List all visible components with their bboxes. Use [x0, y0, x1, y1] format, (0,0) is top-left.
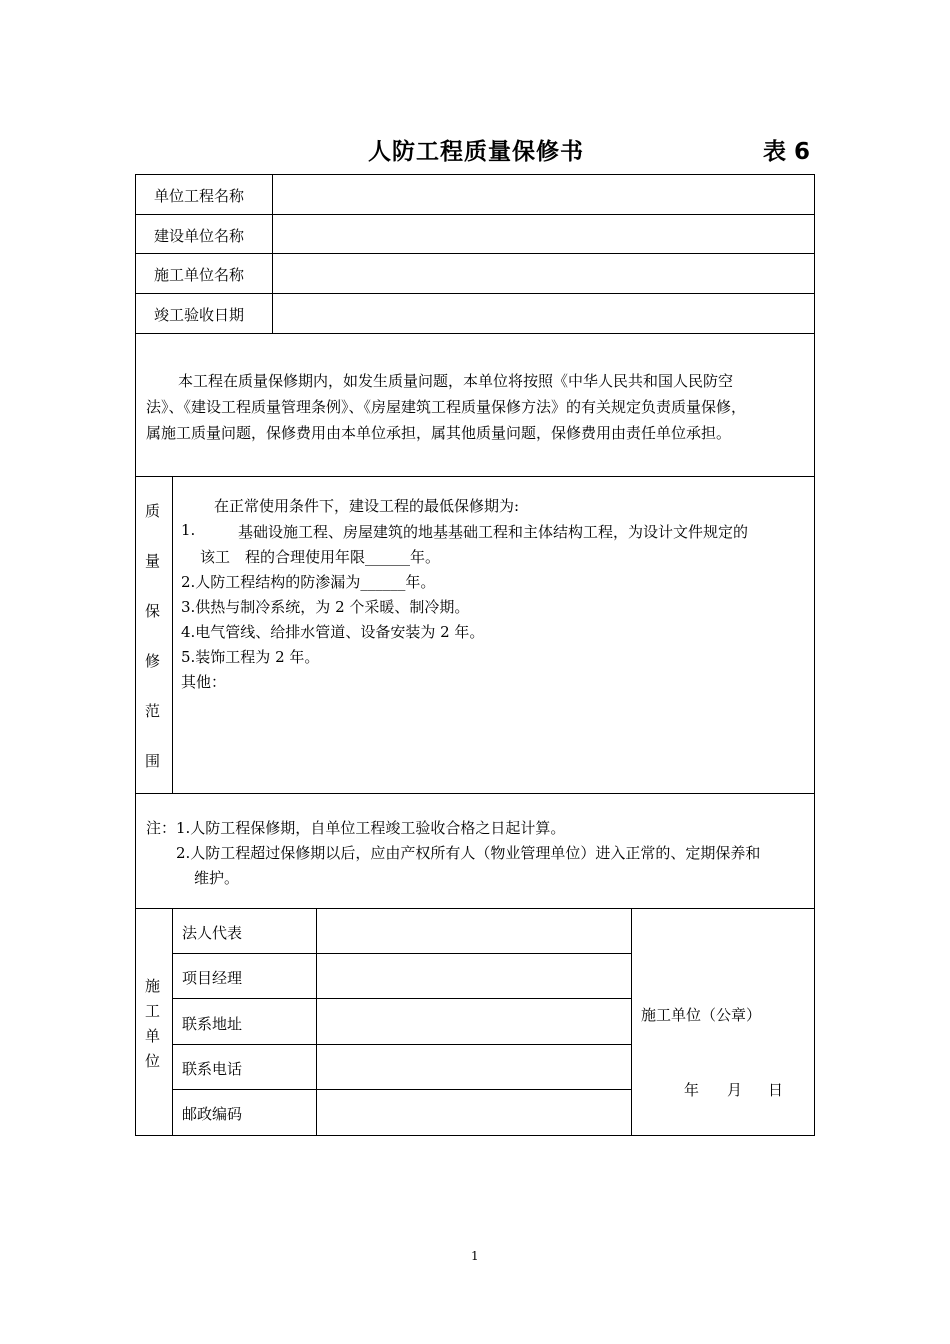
scope-side-char: 量 — [145, 552, 161, 570]
date-day: 日 — [768, 1081, 784, 1099]
page-number: 1 — [471, 1249, 479, 1263]
label-address: 联系地址 — [182, 1015, 243, 1033]
note-line-1: 注：1.人防工程保修期，自单位工程竣工验收合格之日起计算。 — [146, 819, 566, 837]
date-month: 月 — [727, 1081, 743, 1099]
scope-side-char: 质 — [145, 502, 161, 520]
note-line-2: 2.人防工程超过保修期以后，应由产权所有人（物业管理单位）进入正常的、定期保养和 — [176, 844, 761, 862]
scope-other: 其他： — [181, 673, 227, 691]
label-postcode: 邮政编码 — [182, 1105, 243, 1123]
scope-item-4: 4.电气管线、给排水管道、设备安装为 2 年。 — [181, 623, 485, 641]
label-phone: 联系电话 — [182, 1060, 243, 1078]
scope-side-char: 范 — [145, 702, 161, 720]
date-year: 年 — [684, 1081, 700, 1099]
label-project-manager: 项目经理 — [182, 969, 243, 987]
scope-item-2: 2.人防工程结构的防渗漏为______年。 — [181, 573, 436, 591]
table-number: 表 6 — [763, 139, 811, 165]
statement-line: 属施工质量问题，保修费用由本单位承担，属其他质量问题，保修费用由责任单位承担。 — [146, 424, 732, 442]
contractor-side-char: 工 — [145, 1002, 161, 1020]
statement-line: 本工程在质量保修期内，如发生质量问题，本单位将按照《中华人民共和国人民防空 — [178, 372, 734, 390]
scope-side-char: 修 — [145, 652, 161, 670]
label-builder-name: 建设单位名称 — [154, 227, 245, 245]
statement-line: 法》、《建设工程质量管理条例》、《房屋建筑工程质量保修方法》的有关规定负责质量保修， — [146, 398, 747, 416]
label-legal-rep: 法人代表 — [182, 924, 243, 942]
scope-item-1-cont: 该工 程的合理使用年限______年。 — [200, 548, 441, 566]
contractor-side-char: 施 — [145, 977, 161, 995]
scope-item-1: 基础设施工程、房屋建筑的地基基础工程和主体结构工程，为设计文件规定的 — [238, 523, 749, 541]
label-unit-project-name: 单位工程名称 — [154, 187, 245, 205]
scope-item-3: 3.供热与制冷系统，为 2 个采暖、制冷期。 — [181, 598, 470, 616]
contractor-side-char: 位 — [145, 1052, 161, 1070]
note-line-3: 维护。 — [194, 869, 240, 887]
label-contractor-name: 施工单位名称 — [154, 266, 245, 284]
label-completion-date: 竣工验收日期 — [154, 306, 245, 324]
warranty-statement — [146, 368, 811, 446]
seal-label: 施工单位（公章） — [641, 1006, 762, 1024]
scope-item-5: 5.装饰工程为 2 年。 — [181, 648, 320, 666]
scope-item-1-number: 1. — [181, 521, 196, 539]
scope-side-char: 保 — [145, 602, 161, 620]
page-title: 人防工程质量保修书 — [368, 139, 584, 165]
scope-intro: 在正常使用条件下，建设工程的最低保修期为: — [214, 497, 520, 515]
contractor-side-char: 单 — [145, 1027, 161, 1045]
scope-side-char: 围 — [145, 752, 161, 770]
